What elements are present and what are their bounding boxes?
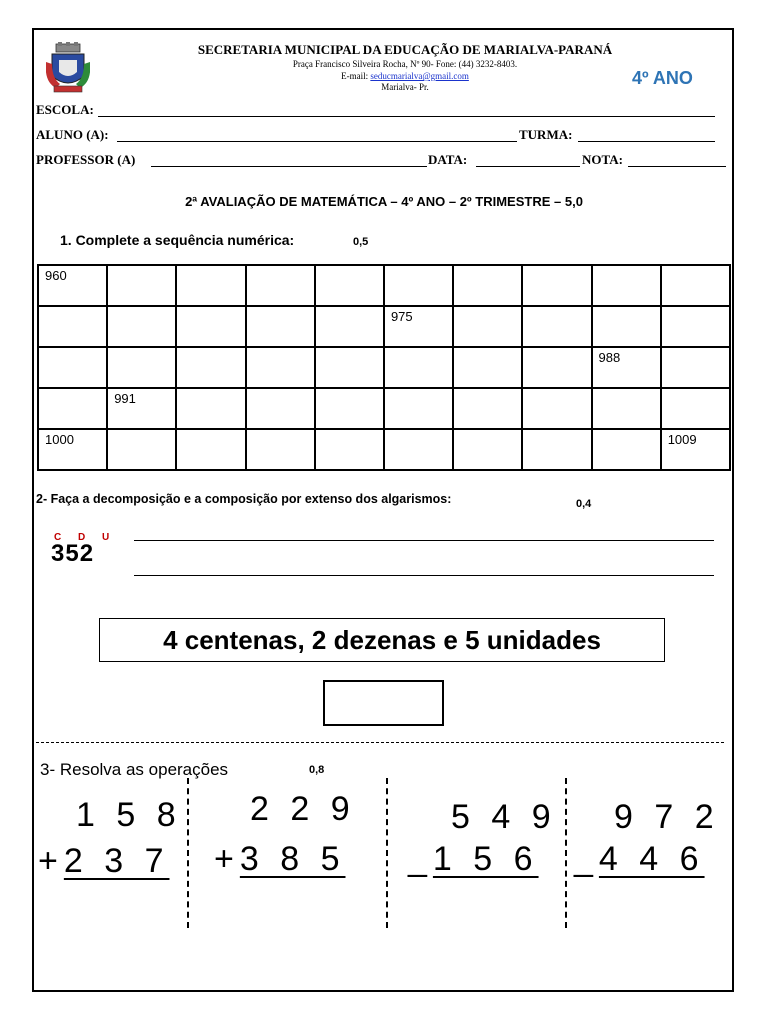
operation-divider-3 — [565, 778, 567, 928]
question-3-score: 0,8 — [309, 764, 325, 776]
aluno-label: ALUNO (A): — [36, 127, 109, 142]
grid-cell[interactable]: 975 — [384, 306, 453, 347]
grid-cell[interactable] — [107, 429, 176, 470]
grid-cell[interactable] — [246, 429, 315, 470]
grid-cell[interactable] — [384, 347, 453, 388]
turma-field[interactable] — [578, 141, 715, 142]
grid-cell[interactable]: 1000 — [38, 429, 107, 470]
grid-row — [38, 429, 730, 470]
op1-bottom-row — [38, 842, 169, 881]
grid-cell[interactable] — [315, 429, 384, 470]
cdu-header: C D U — [54, 532, 117, 543]
grid-cell[interactable] — [592, 306, 661, 347]
grid-cell[interactable] — [661, 265, 730, 306]
professor-field[interactable] — [151, 166, 427, 167]
op4-bottom: 4 4 6 — [598, 840, 705, 878]
answer-line-2[interactable] — [134, 575, 714, 576]
header-title: SECRETARIA MUNICIPAL DA EDUCAÇÃO DE MARIALVA-PARANÁ — [197, 42, 613, 57]
op4-bottom-row — [574, 840, 705, 879]
grid-cell[interactable] — [246, 388, 315, 429]
email-label: E-mail: — [341, 71, 369, 81]
operation-divider-2 — [386, 778, 388, 928]
op2-bottom-row — [214, 840, 345, 879]
grid-row — [38, 347, 730, 388]
header-city: Marialva- Pr. — [381, 82, 429, 92]
question-3-label: 3- Resolva as operações — [40, 760, 229, 779]
grid-cell[interactable] — [522, 306, 591, 347]
op1-top: 1 5 8 — [76, 796, 182, 834]
grid-cell[interactable] — [176, 388, 245, 429]
grid-cell[interactable] — [453, 306, 522, 347]
escola-field[interactable] — [98, 116, 715, 117]
municipal-crest-icon — [46, 42, 90, 94]
grid-cell[interactable] — [38, 347, 107, 388]
grid-cell[interactable]: 988 — [592, 347, 661, 388]
grid-cell[interactable] — [315, 265, 384, 306]
grid-cell[interactable]: 960 — [38, 265, 107, 306]
grid-cell[interactable] — [592, 429, 661, 470]
op1-sign: + — [38, 842, 64, 880]
section-divider — [36, 742, 724, 743]
aluno-field[interactable] — [117, 141, 517, 142]
grid-cell[interactable] — [453, 429, 522, 470]
op3-bottom-row — [408, 840, 539, 879]
turma-label: TURMA: — [519, 127, 573, 142]
op1-bottom: 2 3 7 — [63, 842, 170, 880]
grid-cell[interactable] — [246, 347, 315, 388]
grid-cell[interactable] — [176, 306, 245, 347]
grid-cell[interactable] — [661, 306, 730, 347]
op3-top: 5 4 9 — [451, 798, 557, 836]
op3-bottom: 1 5 6 — [432, 840, 539, 878]
sequence-grid — [37, 264, 731, 471]
grid-cell[interactable] — [522, 388, 591, 429]
grid-cell[interactable] — [522, 429, 591, 470]
data-field[interactable] — [476, 166, 580, 167]
op2-top: 2 2 9 — [250, 790, 356, 828]
question-1-score: 0,5 — [353, 236, 369, 248]
grid-cell[interactable] — [453, 347, 522, 388]
grid-cell[interactable] — [38, 388, 107, 429]
grid-cell[interactable] — [315, 306, 384, 347]
grid-cell[interactable] — [176, 429, 245, 470]
op3-sign: _ — [408, 840, 433, 878]
grid-cell[interactable] — [384, 388, 453, 429]
grid-cell[interactable] — [315, 347, 384, 388]
escola-label: ESCOLA: — [36, 102, 94, 117]
grid-row — [38, 306, 730, 347]
decomposition-number: 352 — [51, 540, 95, 567]
grid-cell[interactable] — [384, 265, 453, 306]
exam-title: 2ª AVALIAÇÃO DE MATEMÁTICA – 4º ANO – 2º TRIMESTRE – 5,0 — [185, 194, 583, 209]
grid-cell[interactable] — [453, 388, 522, 429]
nota-field[interactable] — [628, 166, 726, 167]
grid-cell[interactable]: 991 — [107, 388, 176, 429]
op2-sign: + — [214, 840, 240, 878]
grade-label: 4º ANO — [632, 68, 693, 88]
data-label: DATA: — [428, 152, 468, 167]
operation-divider-1 — [187, 778, 189, 928]
answer-line-1[interactable] — [134, 540, 714, 541]
grid-cell[interactable] — [246, 265, 315, 306]
grid-cell[interactable] — [107, 265, 176, 306]
grid-cell[interactable]: 1009 — [661, 429, 730, 470]
grid-cell[interactable] — [384, 429, 453, 470]
grid-cell[interactable] — [176, 265, 245, 306]
header-address: Praça Francisco Silveira Rocha, Nº 90- Fone: (44) 3232-8403. — [292, 59, 518, 69]
grid-cell[interactable] — [661, 388, 730, 429]
composition-text-box: 4 centenas, 2 dezenas e 5 unidades — [99, 618, 665, 662]
header-email-line — [150, 71, 660, 81]
grid-cell[interactable] — [592, 388, 661, 429]
grid-cell[interactable] — [661, 347, 730, 388]
grid-cell[interactable] — [315, 388, 384, 429]
question-1-label: 1. Complete a sequência numérica: — [60, 232, 295, 248]
op2-bottom: 3 8 5 — [239, 840, 346, 878]
grid-cell[interactable] — [107, 306, 176, 347]
grid-row — [38, 265, 730, 306]
grid-row — [38, 388, 730, 429]
grid-cell[interactable] — [246, 306, 315, 347]
question-2-label: 2- Faça a decomposição e a composição por extenso dos algarismos: — [36, 492, 452, 506]
op4-top: 9 7 2 — [614, 798, 720, 836]
grid-cell[interactable] — [38, 306, 107, 347]
grid-cell[interactable] — [107, 347, 176, 388]
grid-cell[interactable] — [522, 265, 591, 306]
grid-cell[interactable] — [176, 347, 245, 388]
email-link[interactable]: seducmarialva@gmail.com — [370, 71, 469, 81]
grid-cell[interactable] — [453, 265, 522, 306]
composition-answer-box[interactable] — [323, 680, 444, 726]
professor-label: PROFESSOR (A) — [36, 152, 136, 167]
grid-cell[interactable] — [592, 265, 661, 306]
grid-cell[interactable] — [522, 347, 591, 388]
nota-label: NOTA: — [582, 152, 623, 167]
op4-sign: _ — [574, 840, 599, 878]
question-2-score: 0,4 — [576, 498, 592, 510]
